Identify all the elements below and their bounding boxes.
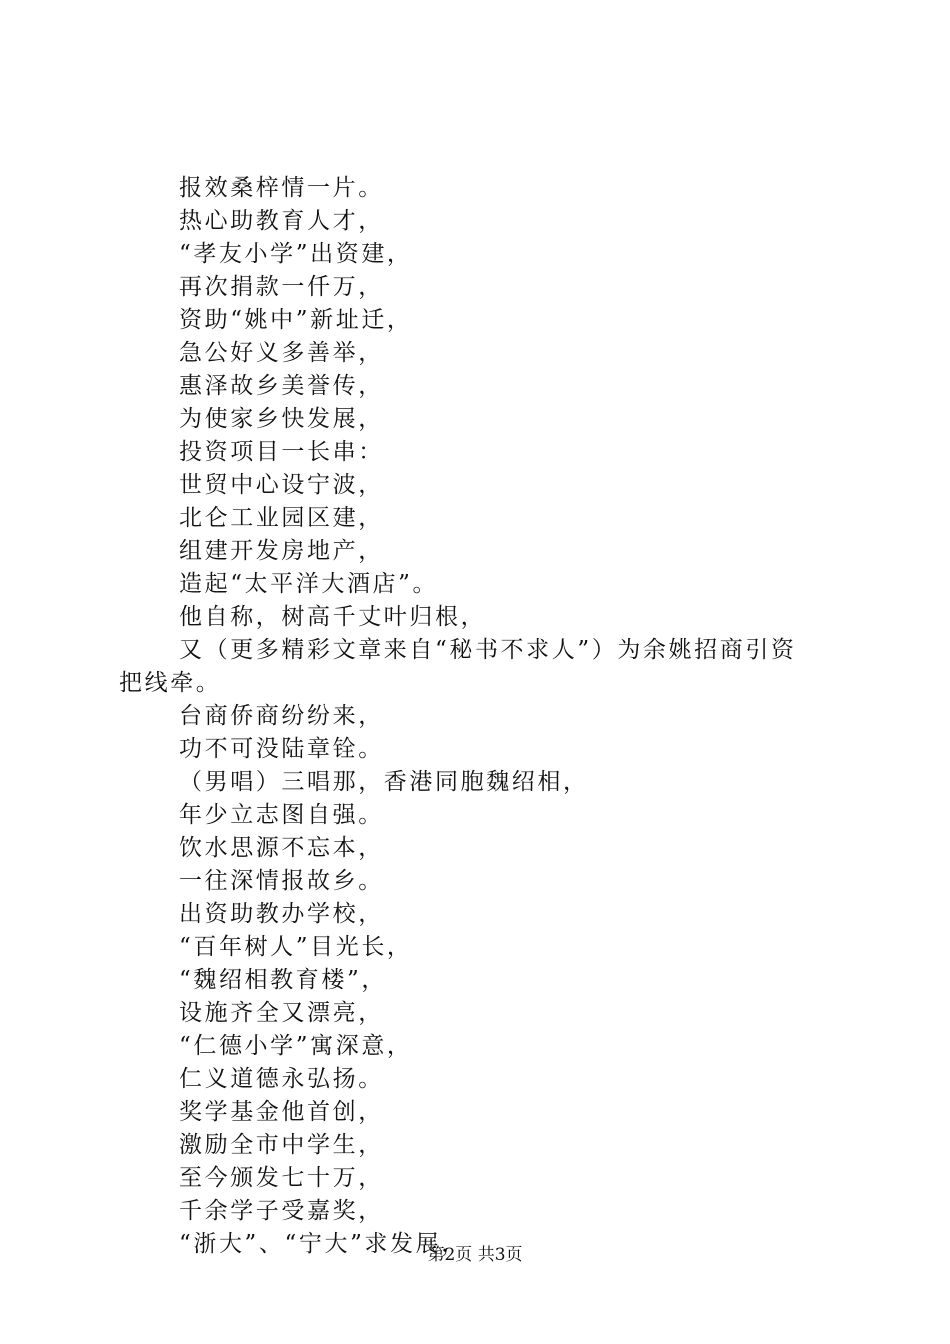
text-line: “仁德小学”寓深意， bbox=[179, 1033, 413, 1059]
text-line: 奖学基金他首创， bbox=[179, 1099, 384, 1125]
text-line: 急公好义多善举， bbox=[179, 340, 384, 366]
text-line: 报效桑梓情一片。 bbox=[179, 175, 384, 201]
text-line: 饮水思源不忘本， bbox=[179, 835, 384, 861]
text-line: 资助“姚中”新址迁， bbox=[179, 307, 413, 333]
text-line: 一往深情报故乡。 bbox=[179, 868, 384, 894]
text-line: （男唱）三唱那，香港同胞魏绍相， bbox=[179, 769, 589, 795]
text-line: 设施齐全又漂亮， bbox=[179, 1000, 384, 1026]
text-line: 千余学子受嘉奖， bbox=[179, 1198, 384, 1224]
text-line: 仁义道德永弘扬。 bbox=[179, 1066, 384, 1092]
text-line: 至今颁发七十万， bbox=[179, 1165, 384, 1191]
text-line: 北仑工业园区建， bbox=[179, 505, 384, 531]
text-line: 又（更多精彩文章来自“秘书不求人”）为余姚招商引资 bbox=[179, 637, 797, 663]
text-line: “孝友小学”出资建， bbox=[179, 241, 413, 267]
text-line: 投资项目一长串： bbox=[179, 439, 384, 465]
text-line: 组建开发房地产， bbox=[179, 538, 384, 564]
text-line: 功不可没陆章铨。 bbox=[179, 736, 384, 762]
text-line: “魏绍相教育楼”， bbox=[179, 967, 387, 993]
text-line: 他自称，树高千丈叶归根， bbox=[179, 604, 487, 630]
text-line: 为使家乡快发展， bbox=[179, 406, 384, 432]
text-line: 惠泽故乡美誉传， bbox=[179, 373, 384, 399]
text-line: 年少立志图自强。 bbox=[179, 802, 384, 828]
text-line: 出资助教办学校， bbox=[179, 901, 384, 927]
text-line: 造起“太平洋大酒店”。 bbox=[179, 571, 439, 597]
document-body bbox=[119, 172, 835, 1261]
page-footer: 第2页 共3页 bbox=[427, 1245, 523, 1265]
text-line: 再次捐款一仟万， bbox=[179, 274, 384, 300]
text-line: 激励全市中学生， bbox=[179, 1132, 384, 1158]
text-line: 把线牵。 bbox=[119, 670, 222, 696]
text-line: 台商侨商纷纷来， bbox=[179, 703, 384, 729]
text-line: 热心助教育人才， bbox=[179, 208, 384, 234]
text-line: “百年树人”目光长， bbox=[179, 934, 413, 960]
text-line: “浙大”、“宁大”求发展， bbox=[179, 1231, 467, 1257]
text-line: 世贸中心设宁波， bbox=[179, 472, 384, 498]
